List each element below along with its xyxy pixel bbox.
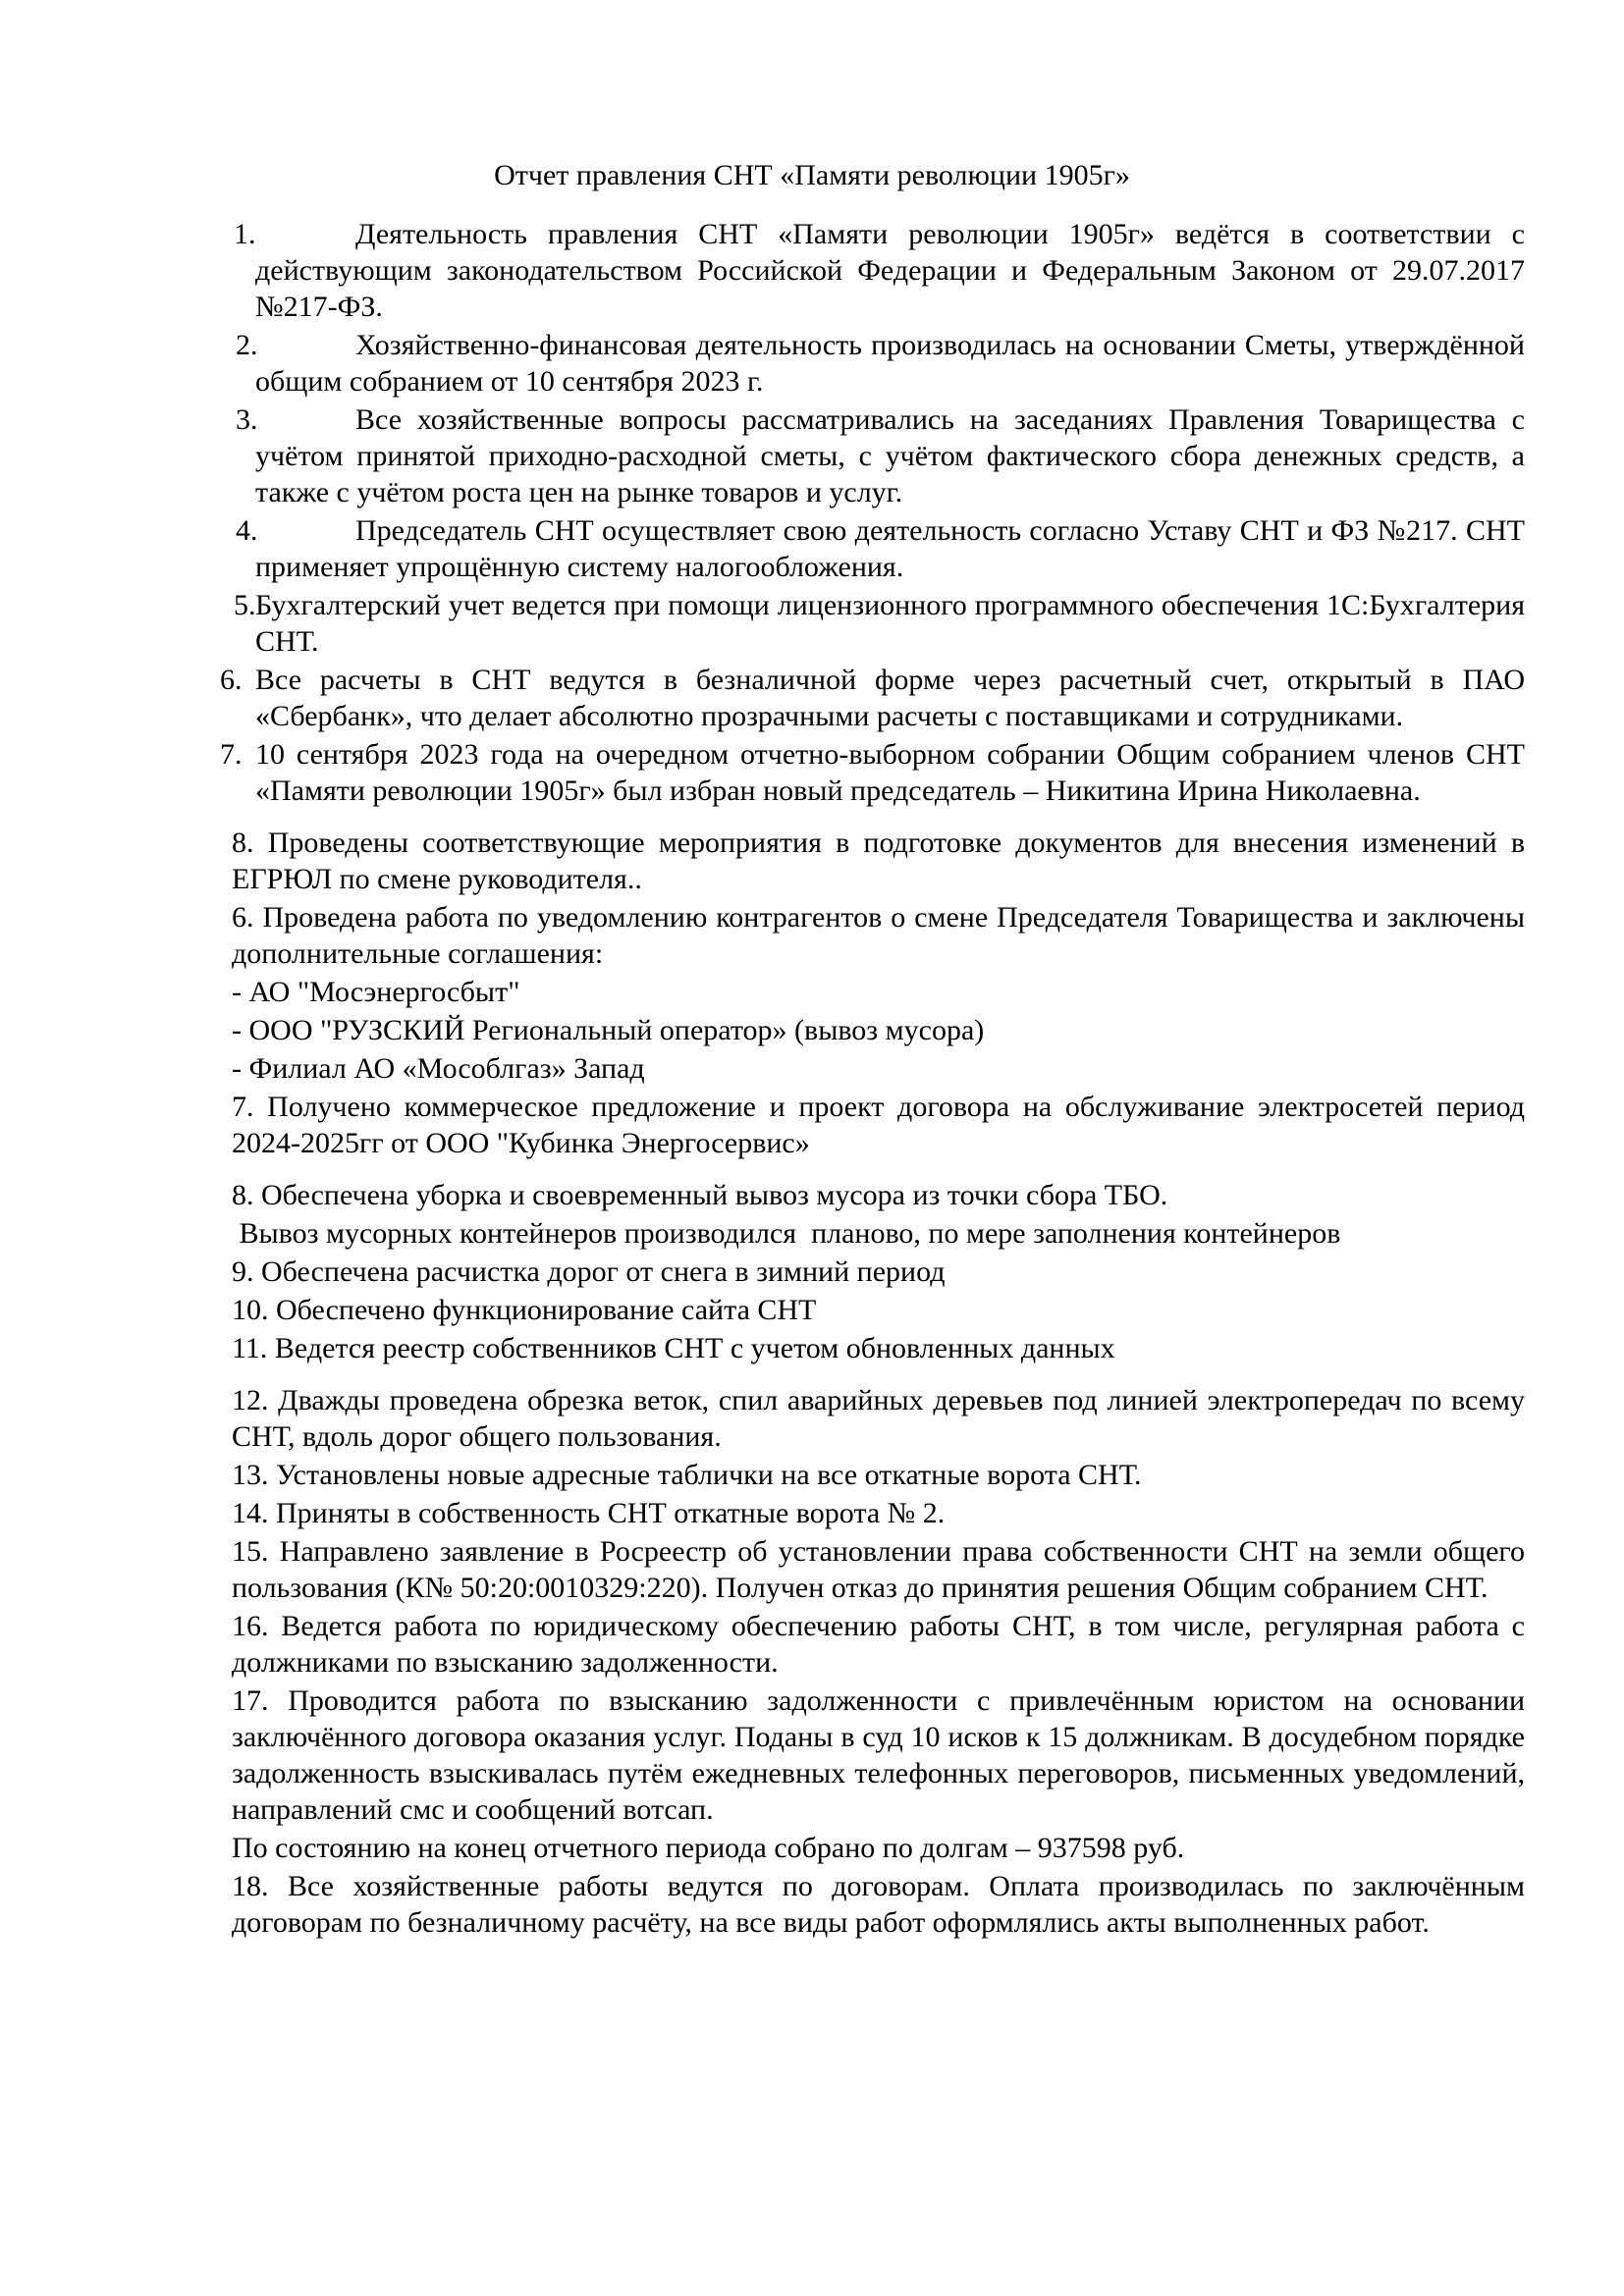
paragraph: 18. Все хозяйственные работы ведутся по договорам. Оплата производилась по заключённым договорам по безналичному расчёту, на все виды работ оформлялись акты выполненных работ. <box>232 1870 1525 1939</box>
paragraph: 7. Получено коммерческое предложение и проект договора на обслуживание электросетей период 2024-2025гг от ООО "Кубинка Энергосервис» <box>232 1091 1525 1159</box>
item-number: 7. <box>220 738 243 771</box>
item-text: Все хозяйственные вопросы рассматривались на заседаниях Правления Товарищества с учётом принятой приходно-расходной сметы, с учётом фактического сбора денежных средств, а также с учётом роста цен на рынке товаров и услуг. <box>255 403 1525 508</box>
list-item <box>232 587 1525 660</box>
paragraph: 16. Ведется работа по юридическому обеспечению работы СНТ, в том числе, регулярная работа с должниками по взысканию задолженности. <box>232 1610 1525 1679</box>
item-text: Бухгалтерский учет ведется при помощи лицензионного программного обеспечения 1С:Бухгалтерия СНТ. <box>255 589 1525 658</box>
paragraph: 14. Приняты в собственность СНТ откатные ворота № 2. <box>232 1497 946 1529</box>
list-item: - ООО "РУЗСКИЙ Региональный оператор» (вывоз мусора) <box>232 1014 985 1046</box>
list-item <box>220 662 1525 734</box>
item-text: Председатель СНТ осуществляет свою деятельность согласно Уставу СНТ и ФЗ №217. СНТ применяет упрощённую систему налогообложения. <box>255 514 1525 583</box>
item-text: Деятельность правления СНТ «Памяти революции 1905г» ведётся в соответствии с действующим законодательством Российской Федерации и Федеральным Законом от 29.07.2017 №217-ФЗ. <box>255 218 1525 323</box>
paragraph: 13. Установлены новые адресные таблички на все откатные ворота СНТ. <box>232 1459 1142 1491</box>
item-text: Хозяйственно-финансовая деятельность производилась на основании Сметы, утверждённой общим собранием от 10 сентября 2023 г. <box>255 329 1525 398</box>
paragraph: 6. Проведена работа по уведомлению контрагентов о смене Председателя Товарищества и заключены дополнительные соглашения: <box>232 901 1525 970</box>
item-text: 10 сентября 2023 года на очередном отчетно-выборном собрании Общим собранием членов СНТ «Памяти революции 1905г» был избран новый председатель – Никитина Ирина Николаевна. <box>255 738 1525 807</box>
paragraph: 8. Обеспечена уборка и своевременный вывоз мусора из точки сбора ТБО. <box>232 1179 1168 1211</box>
list-item <box>232 401 1525 510</box>
document-body <box>220 216 1525 1943</box>
list-item: - Филиал АО «Мособлгаз» Запад <box>232 1052 645 1085</box>
item-number: 5. <box>234 589 256 621</box>
paragraph: 11. Ведется реестр собственников СНТ с учетом обновленных данных <box>232 1332 1115 1364</box>
item-text: Все расчеты в СНТ ведутся в безналичной форме через расчетный счет, открытый в ПАО «Сбербанк», что делает абсолютно прозрачными расчеты с поставщиками и сотрудниками. <box>255 664 1525 732</box>
list-item <box>232 512 1525 585</box>
list-item: - АО "Мосэнергосбыт" <box>232 976 520 1008</box>
paragraph: По состоянию на конец отчетного периода собрано по долгам – 937598 руб. <box>232 1832 1185 1864</box>
paragraph: 17. Проводится работа по взысканию задолженности с привлечённым юристом на основании заключённого договора оказания услуг. Поданы в суд 10 исков к 15 должникам. В досудебном порядке задолженность взыскивалась путём ежедневных телефонных переговоров, письменных уведомлений, направлений смс и сообщений вотсап. <box>232 1684 1525 1826</box>
paragraph: 12. Дважды проведена обрезка веток, спил аварийных деревьев под линией электропередач по всему СНТ, вдоль дорог общего пользования. <box>232 1384 1525 1453</box>
paragraph: 8. Проведены соответствующие мероприятия в подготовке документов для внесения изменений в ЕГРЮЛ по смене руководителя.. <box>232 827 1525 895</box>
item-number: 2. <box>236 329 258 361</box>
paragraph: 9. Обеспечена расчистка дорог от снега в зимний период <box>232 1255 946 1288</box>
paragraph: 15. Направлено заявление в Росреестр об установлении права собственности СНТ на земли общего пользования (К№ 50:20:0010329:220). Получен отказ до принятия решения Общим собранием СНТ. <box>232 1535 1525 1604</box>
paragraph: Вывоз мусорных контейнеров производился планово, по мере заполнения контейнеров <box>232 1217 1341 1250</box>
document-title: Отчет правления СНТ «Памяти революции 1905г» <box>494 159 1130 191</box>
item-number: 1. <box>234 218 256 250</box>
list-item <box>232 216 1525 325</box>
item-number: 6. <box>220 664 243 696</box>
list-item <box>232 327 1525 400</box>
item-number: 3. <box>236 403 258 436</box>
list-item <box>220 736 1525 809</box>
paragraph: 10. Обеспечено функционирование сайта СНТ <box>232 1294 817 1326</box>
item-number: 4. <box>236 514 258 547</box>
